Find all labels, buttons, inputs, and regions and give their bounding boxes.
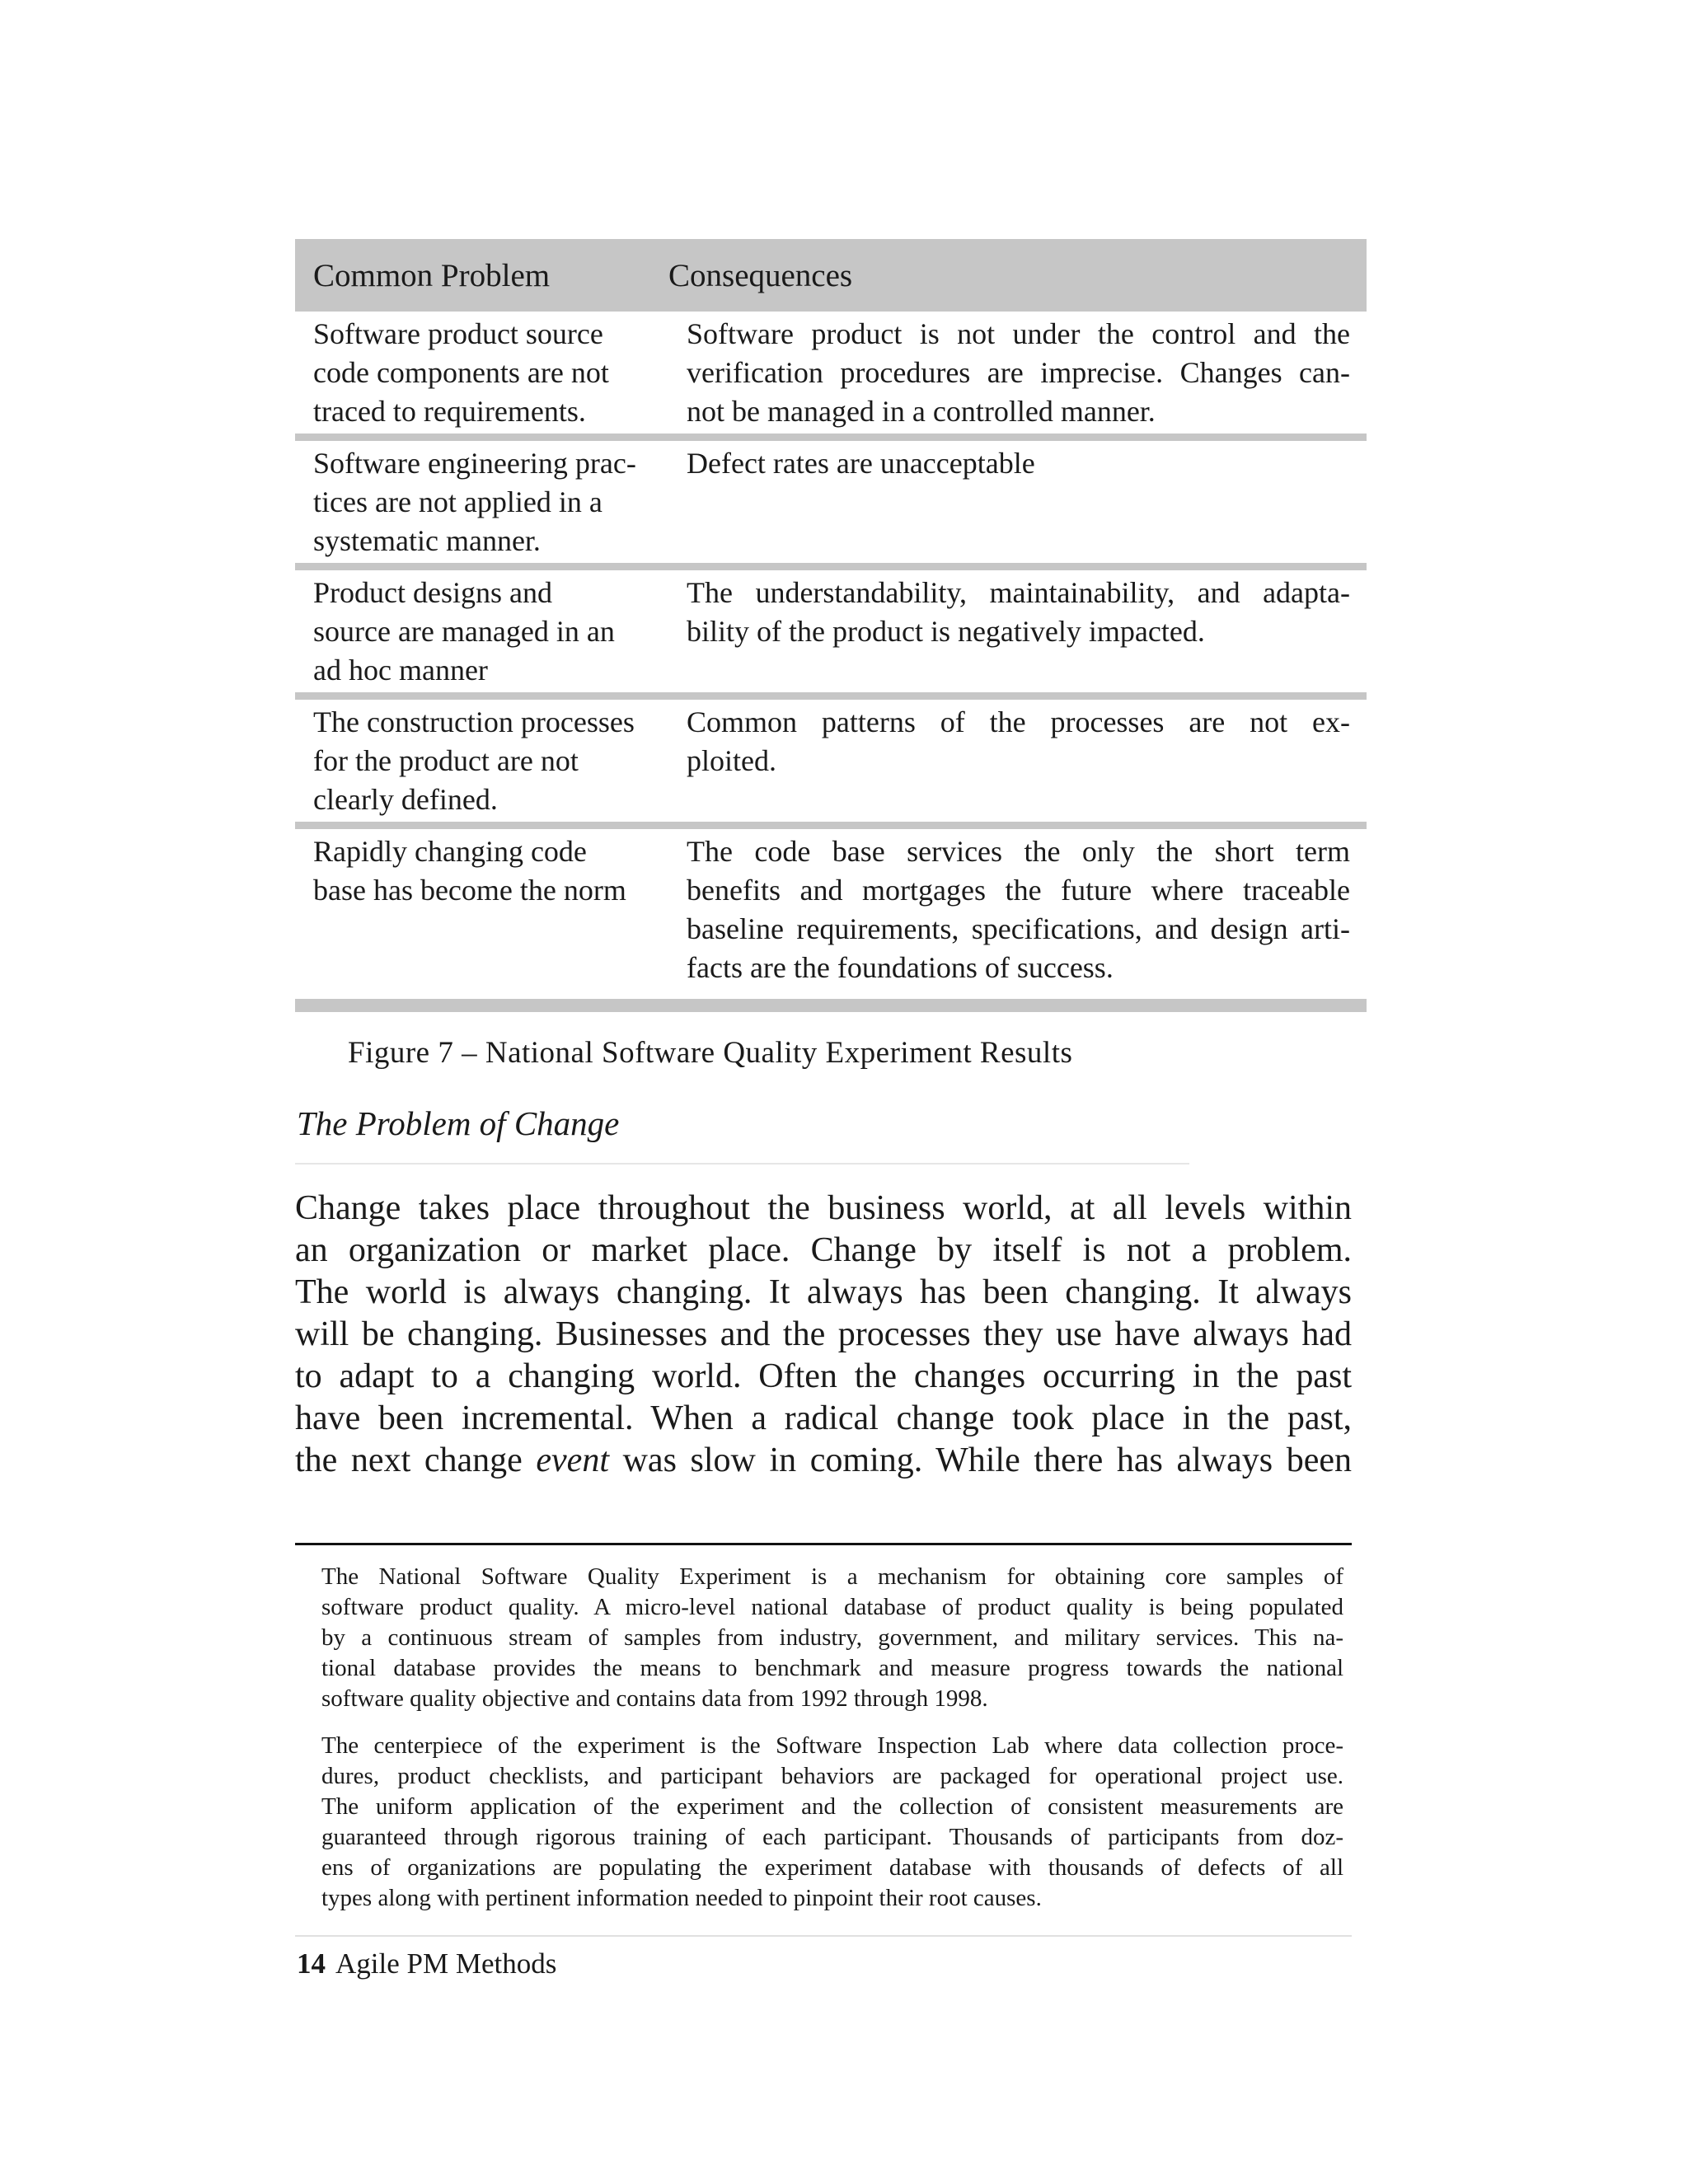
page-content xyxy=(295,239,1367,1482)
running-title: Agile PM Methods xyxy=(335,1947,557,1980)
footnote-paragraph xyxy=(321,1562,1343,1714)
problem-line: code components are not xyxy=(313,356,609,389)
consequence-cell xyxy=(687,703,1367,819)
consequence-line: Common patterns of the processes are not ex- xyxy=(687,705,1350,738)
problem-line: base has become the norm xyxy=(313,874,626,907)
footnote-line: by a continuous stream of samples from industry, government, and military services. This na- xyxy=(321,1624,1343,1651)
body-line: Change takes place throughout the business world, at all levels within xyxy=(295,1189,1352,1227)
consequence-cell xyxy=(687,574,1367,690)
footnotes xyxy=(321,1562,1343,1930)
problem-cell xyxy=(295,703,687,819)
footnote-line: software quality objective and contains data from 1992 through 1998. xyxy=(321,1685,988,1712)
body-line: to adapt to a changing world. Often the changes occurring in the past xyxy=(295,1357,1352,1395)
footnote-line: The National Software Quality Experiment is a mechanism for obtaining core samples of xyxy=(321,1563,1343,1590)
footnote-line: The uniform application of the experiment and the collection of consistent measurements are xyxy=(321,1793,1343,1820)
consequence-cell xyxy=(687,832,1367,987)
footnote-line: ens of organizations are populating the experiment database with thousands of defects of all xyxy=(321,1854,1343,1881)
body-line: The world is always changing. It always has been changing. It always xyxy=(295,1273,1352,1311)
consequence-line: facts are the foundations of success. xyxy=(687,951,1114,984)
row-separator xyxy=(295,434,1367,441)
problem-line: The construction processes xyxy=(313,705,635,738)
table-body xyxy=(295,312,1367,1012)
row-separator xyxy=(295,563,1367,570)
problem-line: systematic manner. xyxy=(313,524,541,557)
results-table xyxy=(295,239,1367,1012)
footnote-line: dures, product checklists, and participant behaviors are packaged for operational project use. xyxy=(321,1763,1343,1789)
page-number: 14 xyxy=(297,1947,326,1980)
body-text-before: the next change xyxy=(295,1441,537,1479)
table-header xyxy=(295,239,1367,312)
consequence-line: The code base services the only the short term xyxy=(687,835,1350,868)
consequence-line: not be managed in a controlled manner. xyxy=(687,395,1156,428)
section-rule xyxy=(295,1163,1189,1165)
consequence-cell xyxy=(687,444,1367,560)
consequence-line: baseline requirements, specifications, and design arti- xyxy=(687,912,1350,945)
section-title: The Problem of Change xyxy=(297,1104,620,1142)
problem-line: traced to requirements. xyxy=(313,395,586,428)
problem-line: source are managed in an xyxy=(313,615,615,648)
footnote-paragraph xyxy=(321,1731,1343,1914)
header-common-problem: Common Problem xyxy=(313,257,551,293)
figure-caption: Figure 7 – National Software Quality Experiment Results xyxy=(348,1036,1073,1070)
consequence-line: Software product is not under the control and the xyxy=(687,317,1350,350)
table-row xyxy=(295,312,1367,431)
header-consequences: Consequences xyxy=(668,257,853,293)
footnote-rule xyxy=(295,1543,1352,1545)
problem-cell xyxy=(295,832,687,987)
consequence-line: The understandability, maintainability, and adapta- xyxy=(687,576,1350,609)
consequence-line: ploited. xyxy=(687,744,776,777)
body-line: will be changing. Businesses and the processes they use have always had xyxy=(295,1315,1352,1353)
table-row xyxy=(295,829,1367,987)
table-row xyxy=(295,441,1367,560)
problem-line: Software engineering prac- xyxy=(313,447,636,480)
problem-cell xyxy=(295,444,687,560)
footnote-line: types along with pertinent information needed to pinpoint their root causes. xyxy=(321,1885,1042,1911)
body-line-last xyxy=(295,1440,1352,1482)
consequence-cell xyxy=(687,315,1367,431)
problem-cell xyxy=(295,574,687,690)
table-row xyxy=(295,570,1367,690)
body-line: an organization or market place. Change by itself is not a problem. xyxy=(295,1231,1352,1269)
footer-rule xyxy=(295,1935,1352,1937)
body-line: have been incremental. When a radical change took place in the past, xyxy=(295,1399,1352,1437)
row-separator xyxy=(295,692,1367,700)
problem-line: for the product are not xyxy=(313,744,579,777)
row-separator xyxy=(295,999,1367,1012)
footnote-line: software product quality. A micro-level national database of product quality is being populated xyxy=(321,1594,1343,1620)
table-row xyxy=(295,700,1367,819)
footnote-line: The centerpiece of the experiment is the Software Inspection Lab where data collection proce- xyxy=(321,1732,1343,1759)
body-text-italic: event xyxy=(536,1441,609,1479)
consequence-line: Defect rates are unacceptable xyxy=(687,447,1035,480)
problem-line: ad hoc manner xyxy=(313,654,488,687)
consequence-line: benefits and mortgages the future where traceable xyxy=(687,874,1350,907)
problem-line: Rapidly changing code xyxy=(313,835,587,868)
footnote-line: guaranteed through rigorous training of each participant. Thousands of participants from doz- xyxy=(321,1824,1343,1850)
footnote-line: tional database provides the means to benchmark and measure progress towards the national xyxy=(321,1655,1343,1681)
problem-cell xyxy=(295,315,687,431)
problem-line: clearly defined. xyxy=(313,783,498,816)
body-paragraph xyxy=(295,1188,1352,1482)
problem-line: tices are not applied in a xyxy=(313,485,603,518)
body-text-after: was slow in coming. While there has always been xyxy=(608,1441,1353,1479)
consequence-line: bility of the product is negatively impacted. xyxy=(687,615,1205,648)
row-separator xyxy=(295,822,1367,829)
consequence-line: verification procedures are imprecise. Changes can- xyxy=(687,356,1350,389)
problem-line: Product designs and xyxy=(313,576,552,609)
problem-line: Software product source xyxy=(313,317,603,350)
page-footer xyxy=(297,1947,556,1980)
